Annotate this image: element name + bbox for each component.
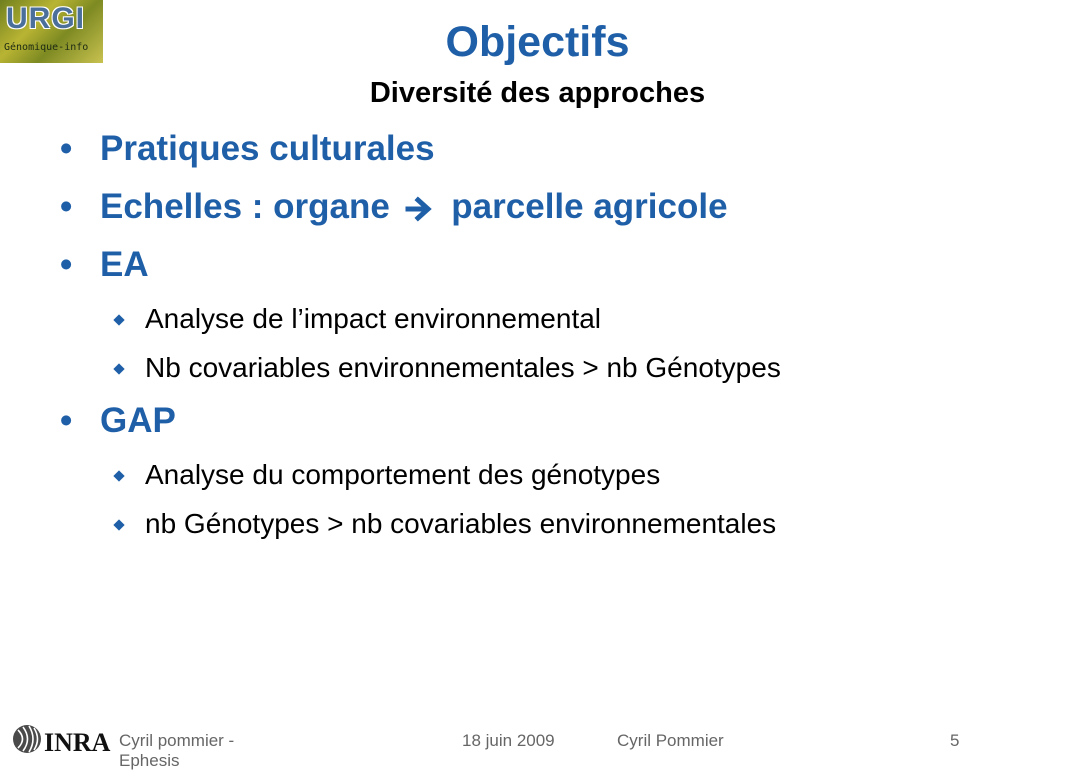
bullet-text-after-arrow: parcelle agricole: [451, 187, 728, 226]
diamond-bullet-icon: [113, 314, 124, 325]
bullet-text: GAP: [100, 401, 176, 440]
inra-logo-text: INRA: [44, 728, 111, 757]
sub-bullet-text: Analyse du comportement des génotypes: [145, 459, 661, 490]
diamond-bullet-icon: [113, 470, 124, 481]
bullet-text: EA: [100, 245, 149, 284]
slide-subtitle: Diversité des approches: [369, 77, 706, 109]
sub-bullet-item: [60, 455, 1000, 504]
page-number: 5: [950, 731, 960, 750]
sub-bullet-item: [60, 299, 1000, 348]
bullet-list: [60, 125, 1000, 553]
bullet-item: [60, 125, 1000, 183]
sub-bullet-item: [60, 504, 1000, 553]
bullet-text-before-arrow: Echelles : organe: [100, 187, 390, 226]
sub-bullet-text: Analyse de l’impact environnemental: [145, 303, 602, 334]
bullet-dot-icon: •: [60, 245, 73, 284]
sub-bullet-item: [60, 348, 1000, 397]
bullet-dot-icon: •: [60, 129, 73, 168]
arrow-right-icon: [406, 197, 436, 221]
diamond-bullet-icon: [113, 519, 124, 530]
bullet-item: [60, 241, 1000, 299]
inra-logo: [12, 722, 111, 757]
diamond-bullet-icon: [113, 363, 124, 374]
slide-title: Objectifs: [445, 18, 630, 66]
bullet-dot-icon: •: [60, 187, 73, 226]
bullet-item: [60, 397, 1000, 455]
sub-bullet-text: Nb covariables environnementales > nb Génotypes: [145, 352, 781, 383]
footer-presenter: Cyril Pommier: [617, 731, 724, 750]
footer-author: [119, 731, 234, 771]
footer-author-line1: Cyril pommier -: [119, 731, 235, 750]
urgi-logo-subtitle: Génomique-info: [4, 42, 89, 53]
sub-bullet-text: nb Génotypes > nb covariables environnementales: [145, 508, 777, 539]
footer-author-line2: Ephesis: [119, 751, 180, 770]
bullet-item: [60, 183, 1000, 241]
footer-date: 18 juin 2009: [462, 731, 555, 750]
bullet-text: Pratiques culturales: [100, 129, 435, 168]
urgi-logo-text: URGI: [6, 2, 85, 35]
bullet-dot-icon: •: [60, 401, 73, 440]
